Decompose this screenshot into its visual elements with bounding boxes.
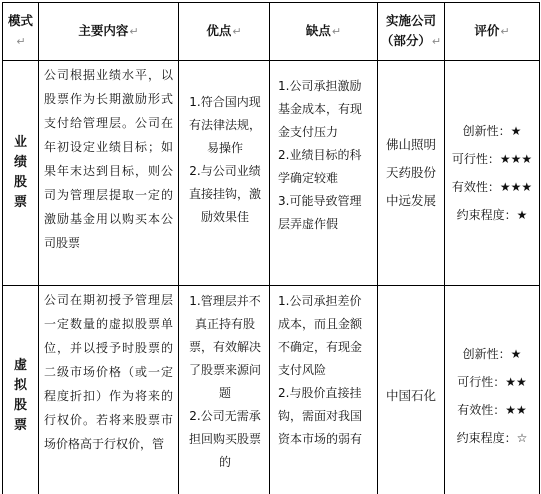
star-icon: ★★ xyxy=(505,374,527,389)
pros-item: 1.管理层并不真正持有股票，有效解决了股票来源问题 xyxy=(188,294,261,400)
table-row xyxy=(3,286,540,494)
eval-line: 约束程度：☆ xyxy=(456,430,528,445)
header-row xyxy=(3,3,540,61)
header-cons: 缺点↵ xyxy=(270,3,378,61)
mode-cell: 虚 拟 股 票 xyxy=(3,286,39,494)
star-icon: ★ xyxy=(510,124,522,138)
cons-item: 3.可能导致管理层弄虚作假 xyxy=(278,194,362,231)
star-icon: ★ xyxy=(516,208,528,222)
star-icon: ☆ xyxy=(516,430,528,445)
company-name: 中国石化 xyxy=(385,387,436,403)
eval-line: 有效性：★★★ xyxy=(451,180,533,194)
cons-cell xyxy=(270,286,378,494)
header-eval: 评价↵ xyxy=(445,3,540,61)
header-mode: 模式↵ xyxy=(3,3,39,61)
mode-cell: 业 绩 股 票 xyxy=(3,61,39,286)
company-cell xyxy=(378,286,445,494)
company-name: 佛山照明 xyxy=(385,137,436,152)
star-icon: ★ xyxy=(510,346,522,361)
star-icon: ★★★ xyxy=(499,180,533,194)
eval-line: 可行性：★★★ xyxy=(451,152,533,166)
cons-item: 2.业绩目标的科学确定较难 xyxy=(278,148,362,185)
company-name: 天药股份 xyxy=(385,165,436,180)
eval-line: 创新性：★ xyxy=(462,346,522,361)
star-icon: ★★★ xyxy=(499,152,533,166)
star-icon: ★★ xyxy=(505,402,527,417)
eval-line: 可行性：★★ xyxy=(457,374,527,389)
eval-line: 创新性：★ xyxy=(462,124,522,138)
cons-item: 1.公司承担激励基金成本，有现金支付压力 xyxy=(278,79,363,139)
company-cell xyxy=(378,61,445,286)
cons-cell xyxy=(270,61,378,286)
pros-cell xyxy=(179,61,270,286)
pros-item: 2.与公司业绩直接挂钩，激励效果佳 xyxy=(188,164,261,224)
header-company: 实施公司 （部分）↵ xyxy=(378,3,445,61)
cons-item: 2.与股价直接挂钩，需面对我国资本市场的弱有 xyxy=(278,386,363,446)
content-text: 公司在期初授予管理层一定数量的虚拟股票单位，并以授予时股票的二级市场价格（或一定程度折扣）作为将来的行权价。若将来股票市场价格高于行权价，管 xyxy=(44,293,173,451)
pros-cell xyxy=(179,286,270,494)
header-content: 主要内容↵ xyxy=(39,3,179,61)
pros-item: 1.符合国内现有法律法规，易操作 xyxy=(188,95,261,155)
content-text: 公司根据业绩水平，以股票作为长期激励形式支付给管理层。公司在年初设定业绩目标；如果年末达到目标，则公司为管理层提取一定的激励基金用以购买本公司股票 xyxy=(44,68,173,250)
content-cell xyxy=(39,61,179,286)
company-name: 中远发展 xyxy=(385,193,436,208)
pros-item: 2.公司无需承担回购买股票的 xyxy=(188,409,261,469)
eval-cell xyxy=(445,61,540,286)
incentive-comparison-table xyxy=(2,2,540,494)
eval-cell xyxy=(445,286,540,494)
eval-line: 有效性：★★ xyxy=(457,402,527,417)
header-pros: 优点↵ xyxy=(179,3,270,61)
cons-item: 1.公司承担差价成本，而且金额不确定，有现金支付风险 xyxy=(278,294,363,377)
table-row xyxy=(3,61,540,286)
eval-line: 约束程度：★ xyxy=(456,208,528,222)
content-cell xyxy=(39,286,179,494)
